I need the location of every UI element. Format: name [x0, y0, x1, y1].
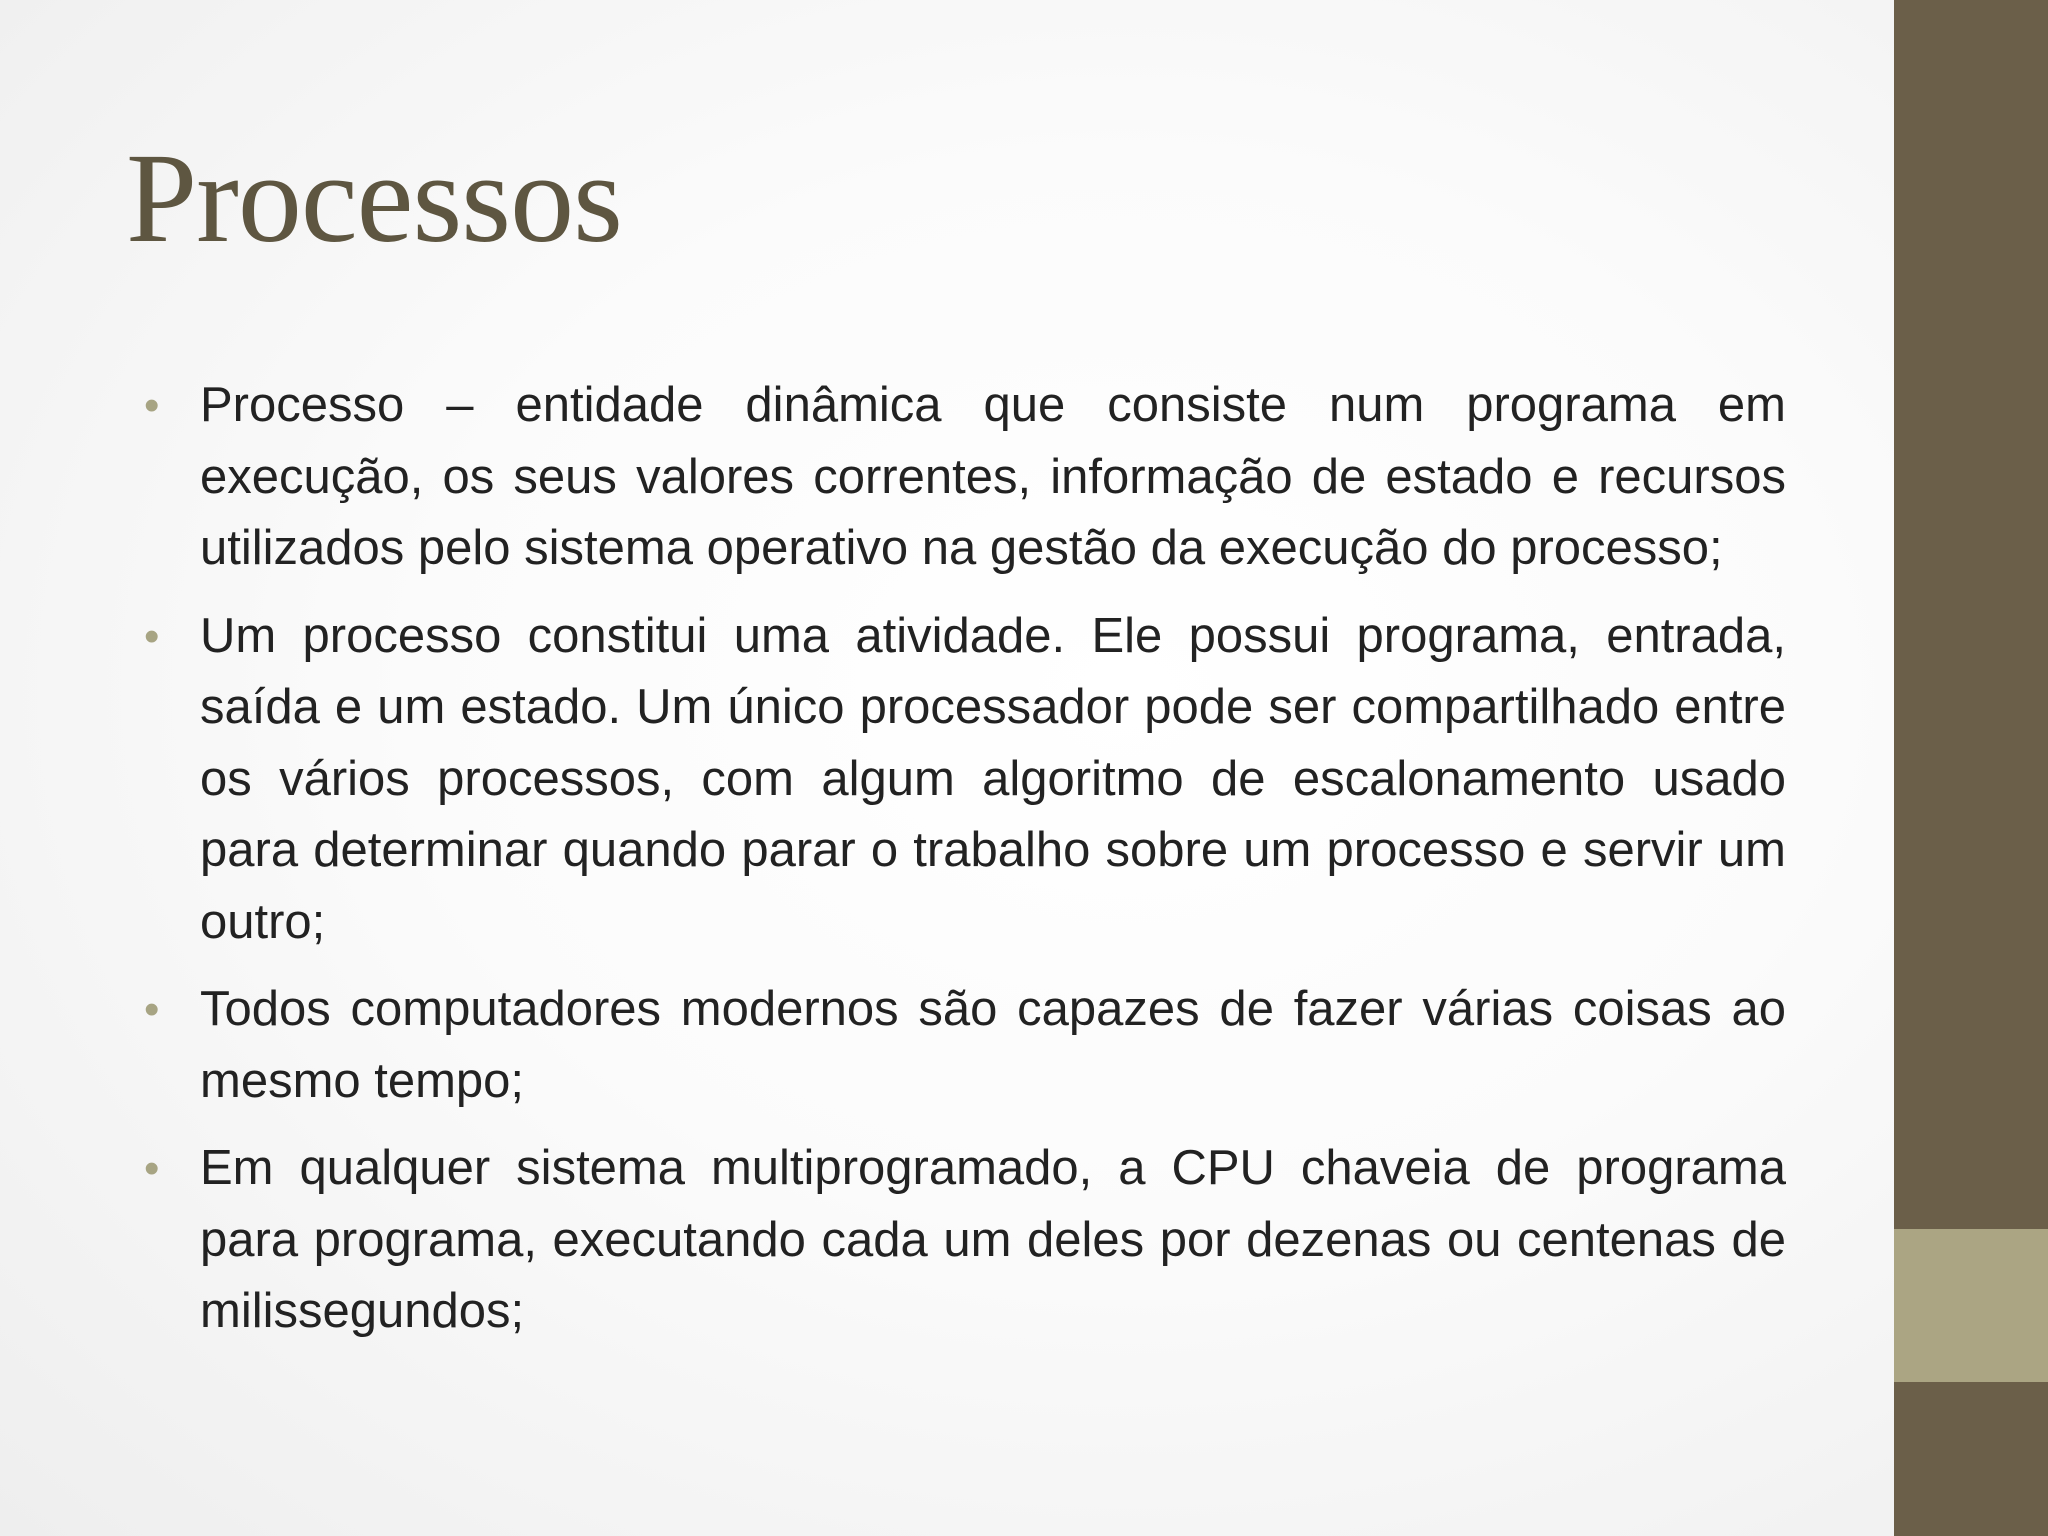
bullet-text: Todos computadores modernos são capazes de fazer várias coisas ao mesmo tempo; — [200, 982, 1786, 1108]
sidebar-decoration — [1894, 0, 2048, 1536]
bullet-marker: • — [144, 985, 160, 1034]
bullet-marker: • — [144, 611, 160, 661]
bullet-text: Um processo constitui uma atividade. Ele possui programa, entrada, saída e um estado. Um único processador pode ser compartilhado entre os vários processos, com algum algoritmo de escalonamento usado para determinar quando parar o trabalho sobre um processo e servir um outro; — [200, 608, 1786, 949]
bullet-item — [144, 370, 1786, 585]
bullet-item — [144, 1133, 1786, 1348]
sidebar-accent-block — [1894, 1229, 2048, 1382]
bullet-text: Processo – entidade dinâmica que consiste num programa em execução, os seus valores correntes, informação de estado e recursos utilizados pelo sistema operativo na gestão da execução do processo; — [200, 378, 1786, 575]
bullet-marker: • — [144, 1144, 160, 1193]
slide-title: Processos — [126, 127, 622, 269]
bullet-list — [144, 370, 1786, 1364]
bullet-text: Em qualquer sistema multiprogramado, a CPU chaveia de programa para programa, executando cada um deles por dezenas ou centenas de milissegundos; — [200, 1141, 1786, 1338]
bullet-marker: • — [144, 381, 160, 430]
bullet-item — [144, 601, 1786, 959]
bullet-item — [144, 974, 1786, 1117]
